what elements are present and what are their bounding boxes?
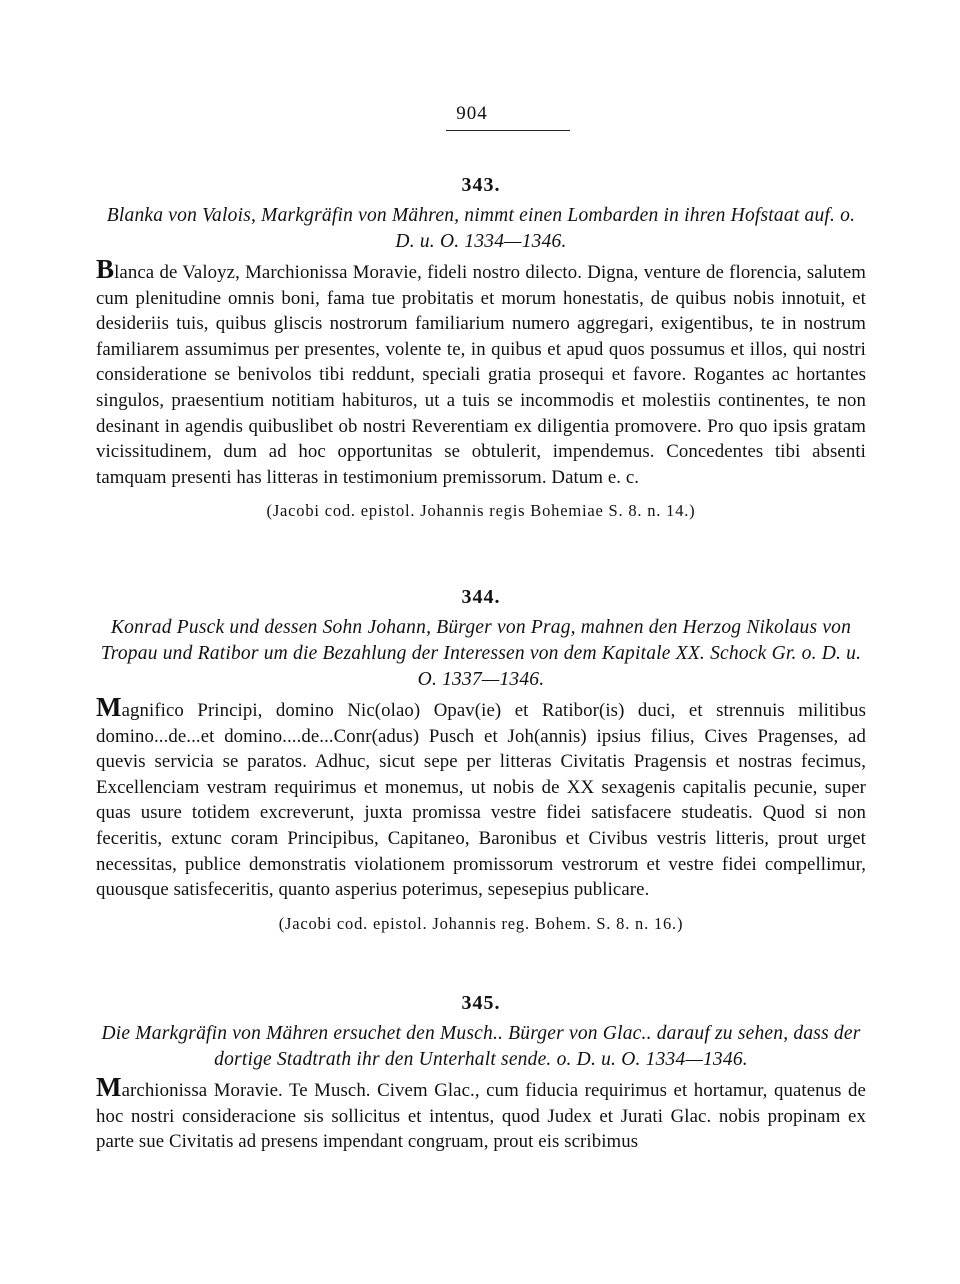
- drop-initial: M: [96, 1072, 122, 1102]
- drop-initial: B: [96, 254, 115, 284]
- page-header: [96, 102, 866, 131]
- document-title: Konrad Pusck und dessen Sohn Johann, Bürger von Prag, mahnen den Herzog Nikolaus von Tropau und Ratibor um die Bezahlung der Interessen von dem Kapitale XX. Schock Gr. o. D. u. O. 1337—1346.: [100, 617, 862, 690]
- document-body: [96, 692, 866, 903]
- document-343: [96, 172, 866, 522]
- header-rule: [446, 130, 570, 131]
- document-344: [96, 584, 866, 935]
- document-title: Blanka von Valois, Markgräfin von Mähren, nimmt einen Lombarden in ihren Hofstaat auf. o. D. u. O. 1334—1346.: [106, 205, 856, 252]
- document-page: [96, 0, 866, 1284]
- document-body: [96, 1072, 866, 1155]
- page-number: 904: [456, 103, 488, 124]
- document-number: 344.: [461, 586, 501, 608]
- document-body-text: archionissa Moravie. Te Musch. Civem Glac., cum fiducia requirimus et hortamur, quatenus de hoc nostri consideracione sis sollicitus et intentus, quod Judex et Jurati Glac. nobis propinam ex parte sue Civitatis ad presens impendant congruam, prout eis scribimus: [96, 1080, 866, 1153]
- document-source: (Jacobi cod. epistol. Johannis regis Bohemiae S. 8. n. 14.): [266, 501, 696, 521]
- document-345: [96, 990, 866, 1155]
- document-number: 345.: [461, 992, 501, 1014]
- drop-initial: M: [96, 692, 122, 722]
- document-title: Die Markgräfin von Mähren ersuchet den Musch.. Bürger von Glac.. darauf zu sehen, dass der dortige Stadtrath ihr den Unterhalt sende. o. D. u. O. 1334—1346.: [101, 1023, 861, 1070]
- document-body-text: agnifico Principi, domino Nic(olao) Opav(ie) et Ratibor(is) duci, et strennuis militibus domino...de...et domino....de...Conr(adus) Pusch et Joh(annis) ipsius filius, Cives Pragenses, ad quevis servicia se paratos. Adhuc, sicut sepe per litteras Civitatis Pragensis et nostras fecimus, Excellenciam vestram requirimus et monemus, ut nobis de XX sexagenis capitalis pecunie, super quas usure totidem excreverunt, juxta promissa vestre fidei satisfacere studeatis. Quod si non feceritis, extunc coram Principibus, Capitaneo, Baronibus et Civibus vestris litteris, prout urget necessitas, publice demonstratis violationem promissorum vestrorum et vestre fidei compellimur, quousque satisfeceritis, quanto asperius poterimus, sepesepius publicare.: [96, 700, 866, 901]
- document-body: [96, 254, 866, 490]
- document-body-text: lanca de Valoyz, Marchionissa Moravie, fideli nostro dilecto. Digna, venture de florencia, salutem cum plenitudine omnis boni, fama tue probitatis et morum honestatis, de quibus nobis innotuit, et desideriis tuis, quibus gliscis nostrorum familiarium numero aggregari, exigentibus, te in nostrum familiarem assumimus per presentes, volente te, in quibus et apud quos possumus et illos, qui nostri consideratione se benivolos tibi reddunt, speciali gratia prosequi et favore. Rogantes ac hortantes singulos, praesentium notitiam habituros, ut a tuis se incommodis et molestiis continentes, te non desinant in agendis quibuslibet ob nostri Reverentiam ex diligentia promovere. Pro quo ipsis gratam vicissitudinem, dum ad hoc opportunitas se obtulerit, impendemus. Concedentes tibi absenti tamquam presenti has litteras in testimonium premissorum. Datum e. c.: [96, 262, 866, 488]
- document-number: 343.: [461, 174, 501, 196]
- document-source: (Jacobi cod. epistol. Johannis reg. Bohem. S. 8. n. 16.): [278, 913, 684, 933]
